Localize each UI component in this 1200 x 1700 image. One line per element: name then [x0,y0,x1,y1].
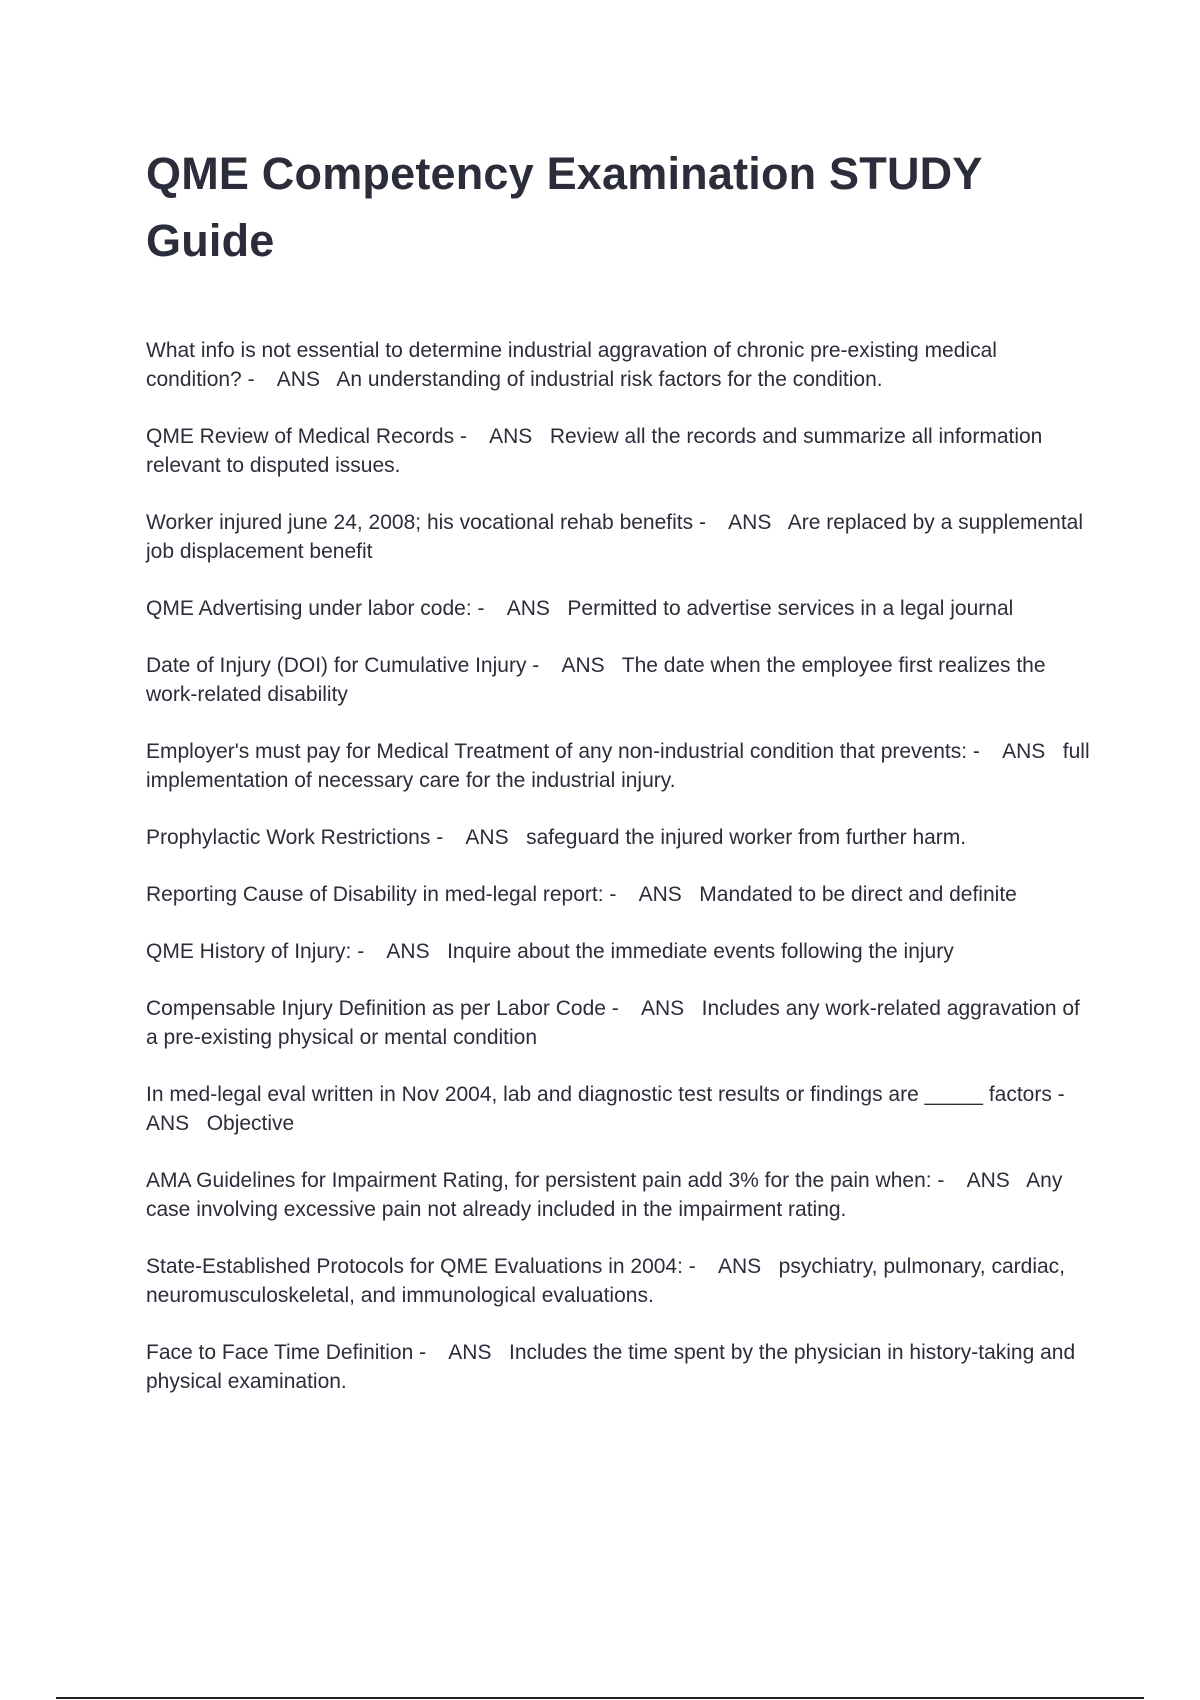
question-text: Face to Face Time Definition - [146,1341,427,1364]
answer-marker: ANS [448,1341,492,1364]
qa-item [146,737,1096,795]
answer-marker: ANS [465,826,509,849]
answer-text: Inquire about the immediate events following the injury [447,940,954,963]
answer-marker: ANS [386,940,430,963]
question-text: QME Advertising under labor code: - [146,597,485,620]
answer-marker: ANS [1002,740,1046,763]
answer-text: An understanding of industrial risk factors for the condition. [336,368,883,391]
answer-marker: ANS [717,1255,762,1278]
answer-text: Objective [206,1112,295,1135]
qa-item [146,1338,1096,1396]
bottom-divider [56,1697,1144,1699]
answer-marker: ANS [276,368,320,391]
question-text: State-Established Protocols for QME Evaluations in 2004: - [146,1255,696,1278]
qa-item [146,508,1096,566]
qa-item [146,937,1096,966]
question-text: Compensable Injury Definition as per Labor Code - [146,997,619,1020]
qa-item [146,651,1096,709]
qa-item [146,422,1096,480]
answer-text: Mandated to be direct and definite [699,883,1017,906]
question-text: Reporting Cause of Disability in med-legal report: - [146,883,617,906]
answer-text: The date when the employee first realizes the work-related disability [146,654,1052,706]
question-text: Employer's must pay for Medical Treatment of any non-industrial condition that prevents: - [146,740,980,763]
answer-marker: ANS [489,425,533,448]
question-text: QME History of Injury: - [146,940,365,963]
qa-item [146,1252,1096,1310]
qa-item [146,594,1096,623]
question-text: In med-legal eval written in Nov 2004, lab and diagnostic test results or findings are _____ factors - [146,1083,1065,1106]
answer-marker: ANS [561,654,605,677]
answer-text: Includes any work-related aggravation of a pre-existing physical or mental condition [146,997,1086,1049]
answer-text: Review all the records and summarize all information relevant to disputed issues. [146,425,1049,477]
answer-text: full implementation of necessary care for the industrial injury. [146,740,1096,792]
answer-marker: ANS [640,997,685,1020]
qa-item [146,1166,1096,1224]
answer-text: Includes the time spent by the physician in history-taking and physical examination. [146,1341,1081,1393]
qa-item [146,823,1096,852]
question-text: What info is not essential to determine industrial aggravation of chronic pre-existing medical condition? - [146,339,1003,391]
answer-text: psychiatry, pulmonary, cardiac, neuromusculoskeletal, and immunological evaluations. [146,1255,1071,1307]
answer-text: Are replaced by a supplemental job displacement benefit [146,511,1089,563]
answer-text: Any case involving excessive pain not already included in the impairment rating. [146,1169,1069,1221]
answer-text: safeguard the injured worker from further harm. [526,826,967,849]
answer-marker: ANS [506,597,550,620]
question-text: QME Review of Medical Records - [146,425,467,448]
question-text: Date of Injury (DOI) for Cumulative Injury - [146,654,540,677]
question-text: Prophylactic Work Restrictions - [146,826,444,849]
page-title: QME Competency Examination STUDY Guide [146,148,982,266]
qa-list [146,336,1096,1424]
question-text: AMA Guidelines for Impairment Rating, for persistent pain add 3% for the pain when: - [146,1169,945,1192]
answer-marker: ANS [638,883,682,906]
answer-marker: ANS [966,1169,1010,1192]
qa-item [146,994,1096,1052]
qa-item [146,880,1096,909]
qa-item [146,336,1096,394]
answer-text: Permitted to advertise services in a legal journal [567,597,1014,620]
question-text: Worker injured june 24, 2008; his vocational rehab benefits - [146,511,706,534]
answer-marker: ANS [146,1112,190,1135]
answer-marker: ANS [728,511,772,534]
qa-item [146,1080,1096,1138]
